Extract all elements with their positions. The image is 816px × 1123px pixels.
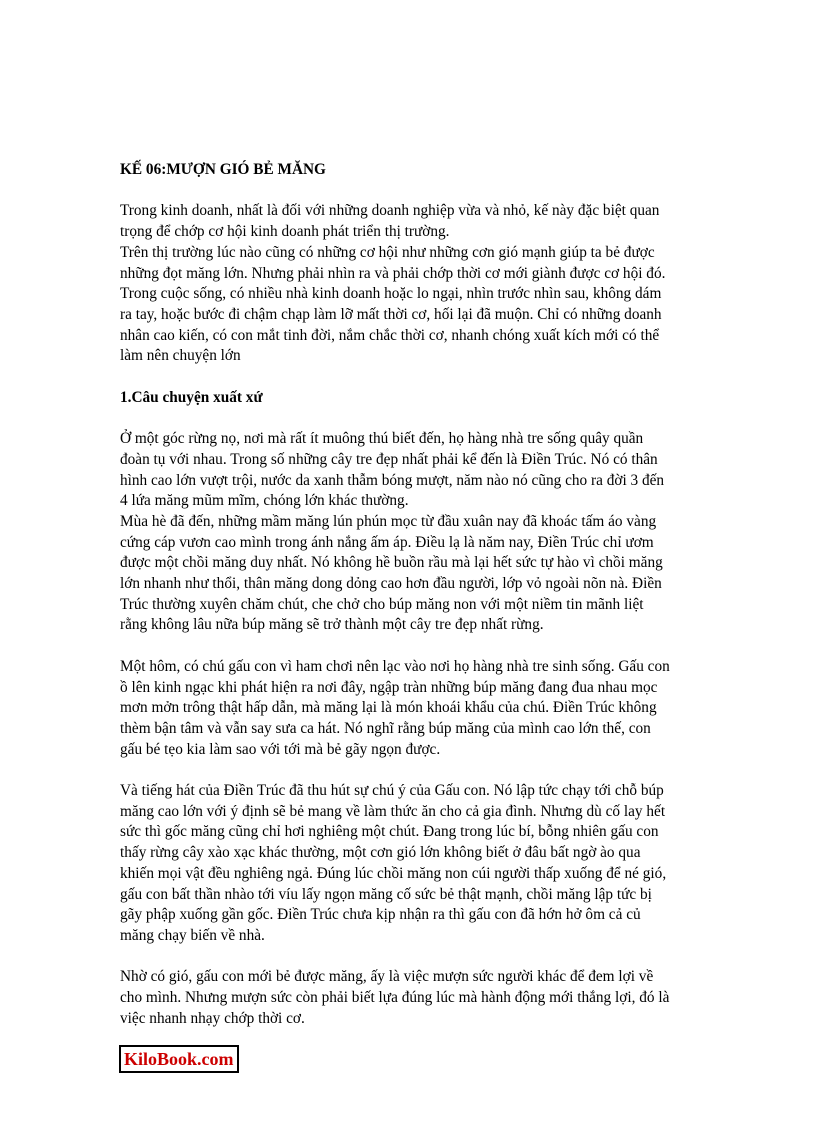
text-line: Trong kinh doanh, nhất là đối với những doanh nghiệp vừa và nhỏ, kế này đặc biệt quan (120, 202, 660, 220)
text-line: mơn mởn trông thật hấp dẫn, mà măng lại là món khoái khẩu của chú. Điền Trúc không (120, 699, 657, 717)
text-line: gãy phập xuống gần gốc. Điền Trúc chưa kịp nhận ra thì gấu con đã hớn hở ôm cả củ (120, 906, 641, 924)
text-line: thấy rừng cây xào xạc khác thường, một cơn gió lớn không biết ở đâu bất ngờ ào qua (120, 844, 641, 862)
intro-paragraph-2 (120, 243, 700, 367)
text-line: măng cao lớn với ý định sẽ bẻ mang về làm thức ăn cho cả gia đình. Nhưng dù cố lay hết (120, 802, 666, 820)
text-line: măng chạy biến về nhà. (120, 926, 265, 944)
text-line: được một chồi măng duy nhất. Nó không hề buồn rầu mà lại hết sức tự hào vì chồi măng (120, 554, 663, 572)
text-line: Nhờ có gió, gấu con mới bẻ được măng, ấy là việc mượn sức người khác để đem lợi về (120, 968, 654, 986)
text-line: khiến mọi vật đều nghiêng ngả. Đúng lúc chồi măng non cúi người thấp xuống để né gió, (120, 864, 667, 882)
text-line: làm nên chuyện lớn (120, 347, 241, 365)
text-line: Trên thị trường lúc nào cũng có những cơ hội như những cơn gió mạnh giúp ta bẻ được (120, 243, 655, 261)
story-paragraph-5 (120, 967, 700, 1029)
text-line: gấu con bất thần nhào tới víu lấy ngọn măng cố sức bẻ thật mạnh, chồi măng lập tức bị (120, 885, 652, 903)
text-line: sức thì gốc măng cũng chỉ hơi nghiêng một chút. Đang trong lúc bí, bỗng nhiên gấu con (120, 823, 659, 841)
text-line: Trúc thường xuyên chăm chút, che chở cho búp măng non với một niềm tin mãnh liệt (120, 595, 644, 613)
text-line: lớn nhanh như thổi, thân măng dong dỏng cao hơn đầu người, lớp vỏ ngoài nõn nà. Điền (120, 575, 662, 593)
story-paragraph-2 (120, 512, 700, 636)
section-heading: 1.Câu chuyện xuất xứ (120, 388, 263, 406)
document-title: KẾ 06:MƯỢN GIÓ BẺ MĂNG (120, 161, 326, 178)
text-line: Một hôm, có chú gấu con vì ham chơi nên lạc vào nơi họ hàng nhà tre sinh sống. Gấu con (120, 657, 670, 675)
kilobook-link[interactable]: KiloBook.com (119, 1045, 239, 1073)
text-line: rằng không lâu nữa búp măng sẽ trở thành một cây tre đẹp nhất rừng. (120, 616, 544, 634)
text-line: trọng để chớp cơ hội kinh doanh phát triển thị trường. (120, 223, 450, 241)
story-paragraph-3 (120, 657, 700, 761)
document-body (120, 160, 700, 1050)
text-line: thèm bận tâm và vẫn say sưa ca hát. Nó nghĩ rằng búp măng của mình cao lớn thế, con (120, 719, 651, 737)
text-line: ra tay, hoặc bước đi chậm chạp làm lỡ mất thời cơ, hối lại đã muộn. Chỉ có những doanh (120, 305, 662, 323)
text-line: những đọt măng lớn. Nhưng phải nhìn ra và phải chớp thời cơ mới giành được cơ hội đó. (120, 264, 666, 282)
text-line: cứng cáp vươn cao mình trong ánh nắng ấm áp. Điều lạ là năm nay, Điền Trúc chỉ ươm (120, 533, 654, 551)
text-line: Trong cuộc sống, có nhiều nhà kinh doanh hoặc lo ngại, nhìn trước nhìn sau, không dám (120, 285, 662, 303)
intro-paragraph-1 (120, 201, 700, 242)
text-line: hình cao lớn vượt trội, nước da xanh thẫm bóng mượt, năm nào nó cũng cho ra đời 3 đến (120, 471, 665, 489)
text-line: việc nhanh nhạy chớp thời cơ. (120, 1009, 305, 1027)
text-line: cho mình. Nhưng mượn sức còn phải biết lựa đúng lúc mà hành động mới thắng lợi, đó là (120, 989, 670, 1007)
text-line: ồ lên kinh ngạc khi phát hiện ra nơi đây, ngập tràn những búp măng đang đua nhau mọc (120, 678, 658, 696)
story-paragraph-4 (120, 781, 700, 947)
text-line: đoàn tụ với nhau. Trong số những cây tre đẹp nhất phải kể đến là Điền Trúc. Nó có thân (120, 450, 658, 468)
text-line: gấu bé tẹo kia làm sao với tới mà bẻ gãy ngọn được. (120, 740, 441, 758)
text-line: Ở một góc rừng nọ, nơi mà rất ít muông thú biết đến, họ hàng nhà tre sống quây quần (120, 430, 644, 448)
story-paragraph-1 (120, 429, 700, 512)
text-line: 4 lứa măng mũm mĩm, chóng lớn khác thường. (120, 492, 409, 510)
text-line: Mùa hè đã đến, những mầm măng lún phún mọc từ đầu xuân nay đã khoác tấm áo vàng (120, 512, 657, 530)
text-line: nhân cao kiến, có con mắt tinh đời, nắm chắc thời cơ, nhanh chóng xuất kích mới có thể (120, 326, 660, 344)
text-line: Và tiếng hát của Điền Trúc đã thu hút sự chú ý của Gấu con. Nó lập tức chạy tới chỗ búp (120, 782, 664, 800)
